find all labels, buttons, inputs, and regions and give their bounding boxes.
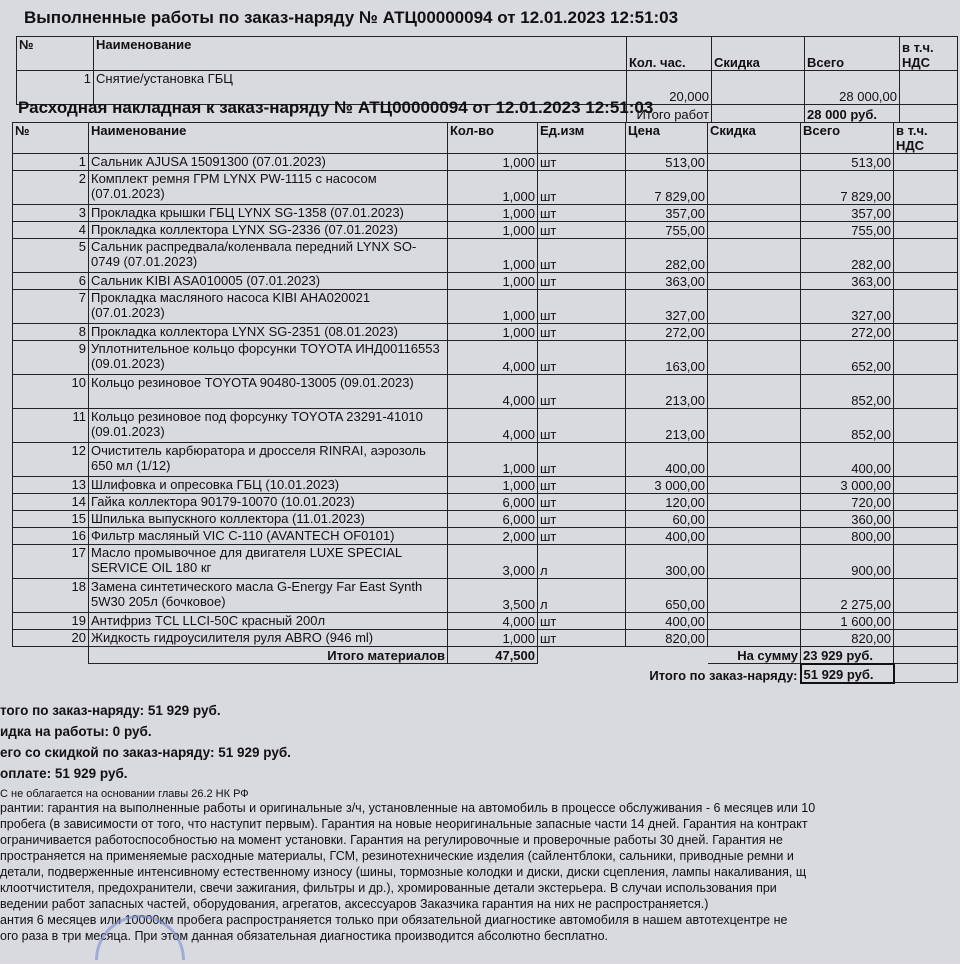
warranty-line: ого раза в три месяца. При этом данная обязательная диагностика производится абсолютно бесплатно. <box>0 929 609 943</box>
materials-sum-label: На сумму <box>708 647 801 664</box>
materials-row-unit: шт <box>538 290 626 324</box>
materials-row-total: 327,00 <box>801 290 894 324</box>
materials-header-discount: Скидка <box>708 123 801 154</box>
materials-row-price: 300,00 <box>626 545 708 579</box>
materials-row-name: Фильтр масляный VIC C-110 (AVANTECH OF0101) <box>89 528 448 545</box>
warranty-line: пространяется на применяемые расходные материалы, ГСМ, резинотехнические изделия (сайлентблоки, сальники, приводные ремни и <box>0 849 794 863</box>
materials-row-discount <box>708 579 801 613</box>
materials-row-total: 652,00 <box>801 341 894 375</box>
materials-row-qty: 1,000 <box>448 171 538 205</box>
materials-row-num: 20 <box>13 630 89 647</box>
materials-row-price: 213,00 <box>626 375 708 409</box>
materials-row-unit: шт <box>538 443 626 477</box>
materials-row-price: 820,00 <box>626 630 708 647</box>
materials-row-qty: 4,000 <box>448 613 538 630</box>
materials-row-qty: 1,000 <box>448 239 538 273</box>
materials-row-price: 272,00 <box>626 324 708 341</box>
materials-table <box>12 122 958 684</box>
materials-row-vat <box>894 290 958 324</box>
materials-header-price: Цена <box>626 123 708 154</box>
materials-row <box>13 494 958 511</box>
materials-row-total: 400,00 <box>801 443 894 477</box>
works-row-vat <box>900 71 958 105</box>
materials-row-num: 11 <box>13 409 89 443</box>
materials-sum-value: 23 929 руб. <box>801 647 894 664</box>
materials-row-vat <box>894 273 958 290</box>
materials-row-price: 400,00 <box>626 443 708 477</box>
materials-row-discount <box>708 443 801 477</box>
materials-row-total: 360,00 <box>801 511 894 528</box>
materials-row-num: 4 <box>13 222 89 239</box>
materials-row-unit: шт <box>538 477 626 494</box>
materials-row-unit: л <box>538 545 626 579</box>
materials-row <box>13 409 958 443</box>
works-header-discount: Скидка <box>712 37 805 71</box>
materials-row-price: 650,00 <box>626 579 708 613</box>
materials-row-total: 720,00 <box>801 494 894 511</box>
materials-row-qty: 1,000 <box>448 222 538 239</box>
works-title: Выполненные работы по заказ-наряду № АТЦ00000094 от 12.01.2023 12:51:03 <box>24 8 679 27</box>
materials-row-discount <box>708 171 801 205</box>
summary-to-pay: оплате: 51 929 руб. <box>0 766 128 781</box>
materials-row-name: Сальник AJUSA 15091300 (07.01.2023) <box>89 154 448 171</box>
materials-row-discount <box>708 528 801 545</box>
materials-row-vat <box>894 205 958 222</box>
materials-title: Расходная накладная к заказ-наряду № АТЦ00000094 от 12.01.2023 12:51:03 <box>18 98 654 117</box>
materials-row-discount <box>708 154 801 171</box>
materials-row-total: 7 829,00 <box>801 171 894 205</box>
materials-row <box>13 290 958 324</box>
materials-row-vat <box>894 528 958 545</box>
materials-row <box>13 511 958 528</box>
materials-row-unit: шт <box>538 324 626 341</box>
materials-row-name: Антифриз TCL LLCI-50C красный 200л <box>89 613 448 630</box>
materials-row-name: Прокладка коллектора LYNX SG-2336 (07.01.2023) <box>89 222 448 239</box>
materials-row-qty: 1,000 <box>448 154 538 171</box>
materials-row-num: 17 <box>13 545 89 579</box>
materials-row-unit: шт <box>538 511 626 528</box>
materials-row-qty: 1,000 <box>448 443 538 477</box>
materials-row-unit: шт <box>538 613 626 630</box>
summary-discounted-total: его со скидкой по заказ-наряду: 51 929 руб. <box>0 745 291 760</box>
materials-row-qty: 1,000 <box>448 290 538 324</box>
materials-row-price: 363,00 <box>626 273 708 290</box>
materials-row-total: 272,00 <box>801 324 894 341</box>
materials-row-total: 852,00 <box>801 375 894 409</box>
materials-row-vat <box>894 613 958 630</box>
materials-row-name: Кольцо резиновое под форсунку TOYOTA 23291-41010 (09.01.2023) <box>89 409 448 443</box>
materials-row-discount <box>708 273 801 290</box>
materials-row-name: Прокладка коллектора LYNX SG-2351 (08.01.2023) <box>89 324 448 341</box>
summary-total: того по заказ-наряду: 51 929 руб. <box>0 703 221 718</box>
materials-row-discount <box>708 222 801 239</box>
materials-row-unit: шт <box>538 239 626 273</box>
materials-row-price: 163,00 <box>626 341 708 375</box>
materials-row <box>13 273 958 290</box>
materials-row-discount <box>708 239 801 273</box>
works-total-value: 28 000 руб. <box>805 105 900 123</box>
materials-row-qty: 3,500 <box>448 579 538 613</box>
materials-row <box>13 154 958 171</box>
materials-row-name: Прокладка масляного насоса KIBI AHA020021 (07.01.2023) <box>89 290 448 324</box>
materials-row-discount <box>708 375 801 409</box>
warranty-line: клоотчистителя, предохранители, свечи зажигания, фильтры и др.), хромированные детали экстерьера. В случаи использования при <box>0 881 777 895</box>
materials-row-name: Очиститель карбюратора и дросселя RINRAI, аэрозоль 650 мл (1/12) <box>89 443 448 477</box>
materials-row-vat <box>894 171 958 205</box>
materials-row-discount <box>708 324 801 341</box>
materials-row-name: Шлифовка и опресовка ГБЦ (10.01.2023) <box>89 477 448 494</box>
warranty-line: ограничивается работоспособностью на момент установки. Гарантия на регулировочные и проверочные работы 30 дней. Гарантия не <box>0 833 783 847</box>
materials-row-qty: 6,000 <box>448 511 538 528</box>
materials-row-name: Шпилька выпускного коллектора (11.01.2023) <box>89 511 448 528</box>
materials-row-price: 400,00 <box>626 528 708 545</box>
materials-row-vat <box>894 375 958 409</box>
materials-row-vat <box>894 494 958 511</box>
materials-row-qty: 4,000 <box>448 375 538 409</box>
materials-row-total: 900,00 <box>801 545 894 579</box>
materials-row-vat <box>894 443 958 477</box>
materials-row-name: Гайка коллектора 90179-10070 (10.01.2023) <box>89 494 448 511</box>
order-total-label: Итого по заказ-наряду: <box>649 667 798 683</box>
materials-row-total: 282,00 <box>801 239 894 273</box>
materials-row <box>13 341 958 375</box>
materials-row-unit: шт <box>538 205 626 222</box>
materials-row-name: Сальник распредвала/коленвала передний LYNX SO-0749 (07.01.2023) <box>89 239 448 273</box>
materials-header-name: Наименование <box>89 123 448 154</box>
materials-row-unit: шт <box>538 154 626 171</box>
works-row-name: Снятие/установка ГБЦ <box>94 71 627 105</box>
materials-row-name: Уплотнительное кольцо форсунки TOYOTA ИНД00116553 (09.01.2023) <box>89 341 448 375</box>
works-row-num: 1 <box>17 71 94 105</box>
summary-discount: идка на работы: 0 руб. <box>0 724 152 739</box>
works-header-name: Наименование <box>94 37 627 71</box>
warranty-line: ведении работ запасных частей, оборудования, агрегатов, аксессуаров Заказчика гарантия на них не распространяется.) <box>0 897 709 911</box>
warranty-line: рантии: гарантия на выполненные работы и оригинальные з/ч, установленные на автомобиль в процессе обслуживания - 6 месяцев или 10 <box>0 801 816 815</box>
materials-row-price: 400,00 <box>626 613 708 630</box>
order-summary <box>0 700 291 805</box>
materials-row-vat <box>894 341 958 375</box>
materials-header-num: № <box>13 123 89 154</box>
materials-row-price: 282,00 <box>626 239 708 273</box>
materials-total-qty: 47,500 <box>448 647 538 664</box>
materials-row-vat <box>894 409 958 443</box>
materials-row-vat <box>894 222 958 239</box>
materials-row-name: Сальник KIBI ASA010005 (07.01.2023) <box>89 273 448 290</box>
materials-row <box>13 528 958 545</box>
materials-row-price: 213,00 <box>626 409 708 443</box>
materials-row-total: 363,00 <box>801 273 894 290</box>
materials-row-num: 14 <box>13 494 89 511</box>
materials-row-discount <box>708 545 801 579</box>
materials-row-vat <box>894 477 958 494</box>
materials-row <box>13 579 958 613</box>
materials-row-qty: 6,000 <box>448 494 538 511</box>
materials-header-total: Всего <box>801 123 894 154</box>
materials-row-total: 3 000,00 <box>801 477 894 494</box>
materials-row-vat <box>894 324 958 341</box>
materials-row-num: 6 <box>13 273 89 290</box>
materials-row <box>13 171 958 205</box>
works-header-hours: Кол. час. <box>627 37 712 71</box>
materials-row-qty: 4,000 <box>448 341 538 375</box>
materials-row-qty: 1,000 <box>448 630 538 647</box>
materials-row-total: 755,00 <box>801 222 894 239</box>
materials-row-discount <box>708 290 801 324</box>
materials-row-vat <box>894 630 958 647</box>
materials-row <box>13 222 958 239</box>
materials-row-unit: шт <box>538 528 626 545</box>
materials-row-qty: 1,000 <box>448 205 538 222</box>
materials-row-total: 513,00 <box>801 154 894 171</box>
materials-row-qty: 1,000 <box>448 477 538 494</box>
materials-row-price: 755,00 <box>626 222 708 239</box>
materials-row <box>13 630 958 647</box>
materials-row-num: 10 <box>13 375 89 409</box>
materials-row-total: 820,00 <box>801 630 894 647</box>
materials-row-discount <box>708 630 801 647</box>
materials-row-unit: шт <box>538 630 626 647</box>
materials-row-num: 15 <box>13 511 89 528</box>
materials-row-unit: шт <box>538 341 626 375</box>
materials-row-num: 16 <box>13 528 89 545</box>
warranty-line: детали, подверженные интенсивному естественному износу (шины, тормозные колодки и диски, диски сцепления, лампы накаливания, щ <box>0 865 807 879</box>
materials-row-num: 1 <box>13 154 89 171</box>
materials-row-price: 60,00 <box>626 511 708 528</box>
works-row-hours: 20,000 <box>627 71 712 105</box>
materials-row-name: Замена синтетического масла G-Energy Far East Synth 5W30 205л (бочковое) <box>89 579 448 613</box>
materials-row-num: 5 <box>13 239 89 273</box>
materials-row-name: Жидкость гидроусилителя руля ABRO (946 ml) <box>89 630 448 647</box>
materials-row-num: 2 <box>13 171 89 205</box>
materials-row-discount <box>708 494 801 511</box>
works-row-discount <box>712 71 805 105</box>
materials-row-total: 1 600,00 <box>801 613 894 630</box>
materials-row-vat <box>894 239 958 273</box>
materials-row-price: 7 829,00 <box>626 171 708 205</box>
works-header-num: № <box>17 37 94 71</box>
materials-row-discount <box>708 341 801 375</box>
materials-row-vat <box>894 579 958 613</box>
materials-row-num: 7 <box>13 290 89 324</box>
materials-row-total: 357,00 <box>801 205 894 222</box>
materials-row-qty: 1,000 <box>448 324 538 341</box>
works-total-label: Итого работ <box>627 105 712 123</box>
materials-row-discount <box>708 613 801 630</box>
materials-row <box>13 545 958 579</box>
works-header-total: Всего <box>805 37 900 71</box>
materials-row <box>13 375 958 409</box>
materials-row-total: 2 275,00 <box>801 579 894 613</box>
materials-header-vat: в т.ч. НДС <box>894 123 958 154</box>
materials-row-num: 13 <box>13 477 89 494</box>
vat-note: С не облагается на основании главы 26.2 НК РФ <box>0 788 249 800</box>
materials-row-vat <box>894 154 958 171</box>
materials-row-discount <box>708 477 801 494</box>
materials-row-qty: 3,000 <box>448 545 538 579</box>
materials-row <box>13 477 958 494</box>
works-row-total: 28 000,00 <box>805 71 900 105</box>
materials-row-name: Кольцо резиновое TOYOTA 90480-13005 (09.01.2023) <box>89 375 448 409</box>
materials-row-total: 852,00 <box>801 409 894 443</box>
materials-row-unit: л <box>538 579 626 613</box>
materials-total-label: Итого материалов <box>89 647 448 664</box>
materials-row-name: Комплект ремня ГРМ LYNX PW-1115 с насосом (07.01.2023) <box>89 171 448 205</box>
warranty-line: пробега (в зависимости от того, что наступит первым). Гарантия на новые неоригинальные запасные части 14 дней. Гарантия на контракт <box>0 817 808 831</box>
materials-row-num: 12 <box>13 443 89 477</box>
materials-row-num: 3 <box>13 205 89 222</box>
materials-row-num: 18 <box>13 579 89 613</box>
materials-row-name: Масло промывочное для двигателя LUXE SPECIAL SERVICE OIL 180 кг <box>89 545 448 579</box>
materials-row-price: 357,00 <box>626 205 708 222</box>
materials-row-discount <box>708 511 801 528</box>
materials-row-price: 120,00 <box>626 494 708 511</box>
materials-row-qty: 4,000 <box>448 409 538 443</box>
materials-row <box>13 443 958 477</box>
materials-row <box>13 324 958 341</box>
materials-row-unit: шт <box>538 171 626 205</box>
materials-row <box>13 205 958 222</box>
materials-row-unit: шт <box>538 494 626 511</box>
materials-row-unit: шт <box>538 409 626 443</box>
materials-row-unit: шт <box>538 375 626 409</box>
materials-header-unit: Ед.изм <box>538 123 626 154</box>
materials-header-qty: Кол-во <box>448 123 538 154</box>
materials-row-num: 19 <box>13 613 89 630</box>
order-total-value: 51 929 руб. <box>801 664 894 683</box>
materials-row-num: 8 <box>13 324 89 341</box>
materials-row-price: 513,00 <box>626 154 708 171</box>
materials-row <box>13 613 958 630</box>
materials-row-num: 9 <box>13 341 89 375</box>
materials-row-total: 800,00 <box>801 528 894 545</box>
warranty-line: антия 6 месяцев или 10000км пробега распространяется только при обязательной диагностике автомобиля в нашем автотехцентре не <box>0 913 788 927</box>
materials-row-price: 3 000,00 <box>626 477 708 494</box>
materials-row <box>13 239 958 273</box>
materials-row-discount <box>708 409 801 443</box>
works-header-vat: в т.ч. НДС <box>900 37 958 71</box>
materials-row-vat <box>894 545 958 579</box>
materials-row-vat <box>894 511 958 528</box>
materials-row-qty: 2,000 <box>448 528 538 545</box>
materials-row-discount <box>708 205 801 222</box>
materials-row-unit: шт <box>538 222 626 239</box>
materials-row-qty: 1,000 <box>448 273 538 290</box>
materials-row-price: 327,00 <box>626 290 708 324</box>
materials-row-unit: шт <box>538 273 626 290</box>
materials-row-name: Прокладка крышки ГБЦ LYNX SG-1358 (07.01.2023) <box>89 205 448 222</box>
